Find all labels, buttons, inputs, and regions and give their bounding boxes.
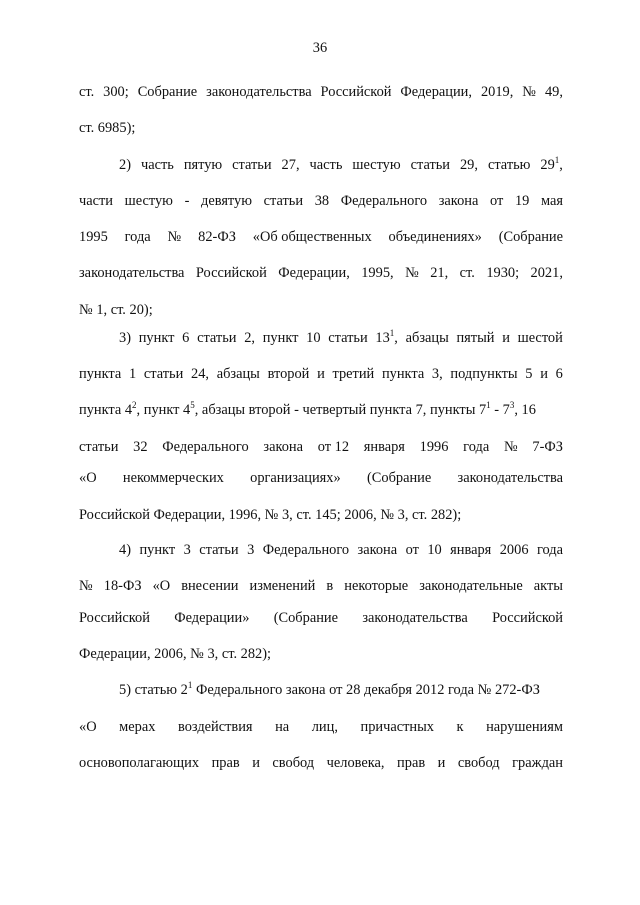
word: - [184, 193, 190, 209]
word: 32 [133, 439, 148, 455]
text-line [79, 471, 563, 485]
word: Федерального [162, 439, 249, 455]
word: пятый [456, 330, 495, 346]
word: № [405, 265, 419, 281]
word: в [326, 578, 334, 594]
text-line: Российской Федерации, 1996, № 3, ст. 145; 2006, № 3, ст. 282); [79, 507, 462, 523]
text-line [119, 543, 563, 557]
word: Российской [320, 84, 392, 100]
word: статьи [197, 330, 237, 346]
word: 6 [555, 366, 563, 382]
word: второй [267, 366, 310, 382]
text-line [79, 194, 563, 208]
word: причастных [360, 719, 434, 735]
word: «О [79, 719, 97, 735]
word: января [363, 439, 405, 455]
word: пункта [381, 366, 425, 382]
word: 300; [103, 84, 129, 100]
word: статьи [79, 439, 119, 455]
word: и [252, 755, 260, 771]
word: 19 [514, 193, 530, 209]
word: Собрание [137, 84, 198, 100]
word: 29, [459, 157, 478, 173]
word: 2, [244, 330, 255, 346]
word: № [522, 84, 537, 100]
word: 2021, [530, 265, 563, 281]
word: статьи [263, 193, 304, 209]
text-line [119, 155, 563, 173]
word: Российской [79, 610, 150, 626]
word: абзацы [216, 366, 260, 382]
word: 49, [544, 84, 563, 100]
text-line: пункта $4^2$, пункт $4^5$, абзацы второй - четвертый пункта 7, пункты $7^1 - 7^3$, 16 [79, 400, 536, 418]
word: года [124, 229, 151, 245]
word: части [79, 193, 114, 209]
word: мая [540, 193, 563, 209]
text-line [119, 328, 563, 346]
word: лиц, [311, 719, 338, 735]
text-line [79, 720, 563, 734]
word: организациях» [250, 470, 341, 486]
word: на [275, 719, 290, 735]
text-line [79, 440, 563, 454]
word: года [536, 542, 563, 558]
text-line [79, 85, 563, 99]
word: граждан [512, 755, 563, 771]
word: 1 [128, 366, 137, 382]
text-line [79, 230, 563, 244]
word: 3) [119, 330, 131, 346]
text-line: ст. 6985); [79, 120, 136, 136]
word: $13^1$, [375, 328, 398, 346]
word: 1996 [419, 439, 449, 455]
word: третий [332, 366, 375, 382]
word: 6 [182, 330, 190, 346]
word: статьи [410, 157, 451, 173]
word: изменений [249, 578, 316, 594]
text-line [79, 756, 563, 770]
word: акты [533, 578, 563, 594]
word: статью [487, 157, 531, 173]
word: января [450, 542, 492, 558]
word: человека, [326, 755, 385, 771]
word: 10 [306, 330, 321, 346]
word: некоммерческих [122, 470, 224, 486]
word: 2019, [480, 84, 514, 100]
word: законодательства [457, 470, 563, 486]
word: статьи [232, 157, 272, 173]
word: шестую [352, 157, 401, 173]
word: 2) [119, 157, 131, 173]
text-line: № 1, ст. 20); [79, 302, 153, 318]
word: 1930; [486, 265, 520, 281]
word: «О [79, 470, 97, 486]
word: 1995, [361, 265, 394, 281]
word: 38 [314, 193, 330, 209]
word: № [503, 439, 518, 455]
word: $29^1$, [540, 155, 563, 173]
word: пункта [79, 366, 122, 382]
word: часть [309, 157, 343, 173]
word: и [502, 330, 510, 346]
word: «О [152, 578, 171, 594]
word: 4) [119, 542, 131, 558]
word: объединениях» [388, 229, 482, 245]
word: пункт [262, 330, 299, 346]
word: Федерального [340, 193, 428, 209]
word: внесении [181, 578, 239, 594]
word: 27, [281, 157, 300, 173]
word: (Собрание [273, 610, 338, 626]
word: основополагающих [79, 755, 200, 771]
word: 10 [427, 542, 442, 558]
word: закона [438, 193, 479, 209]
word: от 12 [317, 439, 350, 455]
word: года [463, 439, 490, 455]
word: законодательства [206, 84, 312, 100]
word: статьи [328, 330, 368, 346]
word: к [456, 719, 464, 735]
text-line [79, 367, 563, 381]
word: 3 [183, 542, 191, 558]
text-line [79, 611, 563, 625]
word: Федерации, [278, 265, 350, 281]
word: статьи [143, 366, 184, 382]
word: шестую [124, 193, 173, 209]
word: и [437, 755, 446, 771]
word: шестой [517, 330, 563, 346]
word: статьи [199, 542, 239, 558]
word: прав [211, 755, 240, 771]
word: девятую [201, 193, 252, 209]
word: воздействия [178, 719, 253, 735]
word: от [490, 193, 504, 209]
word: 18-ФЗ [103, 578, 142, 594]
text-line: Федерации, 2006, № 3, ст. 282); [79, 646, 272, 662]
word: 82-ФЗ [198, 229, 236, 245]
word: и [317, 366, 325, 382]
text-line: 5) статью $2^1$ Федерального закона от 28 декабря 2012 года № 272-ФЗ [119, 680, 540, 698]
page-number: 36 [312, 40, 328, 56]
word: законодательные [419, 578, 523, 594]
word: 24, [191, 366, 209, 382]
word: часть [140, 157, 174, 173]
word: Федерации, [400, 84, 472, 100]
word: Федерации» [174, 610, 250, 626]
word: свобод [272, 755, 315, 771]
word: законодательства [362, 610, 468, 626]
word: № [167, 229, 182, 245]
word: 5 [525, 366, 533, 382]
text-line [79, 579, 563, 593]
word: ст. [459, 265, 475, 281]
word: № [79, 578, 93, 594]
word: закона [357, 542, 398, 558]
word: Российской [492, 610, 563, 626]
word: Российской [195, 265, 267, 281]
word: и [540, 366, 548, 382]
word: пункт [139, 542, 176, 558]
word: (Собрание [366, 470, 432, 486]
word: законодательства [79, 265, 185, 281]
word: 1995 [79, 229, 108, 245]
text-line [79, 266, 563, 280]
word: свобод [457, 755, 500, 771]
word: нарушениям [486, 719, 563, 735]
word: от [405, 542, 419, 558]
word: 3, [431, 366, 443, 382]
word: подпункты [450, 366, 518, 382]
word: «Об общественных [252, 229, 372, 245]
word: 21, [430, 265, 449, 281]
word: 3 [247, 542, 255, 558]
word: пункт [138, 330, 175, 346]
word: мерах [119, 719, 156, 735]
word: абзацы [405, 330, 449, 346]
word: (Собрание [498, 229, 563, 245]
word: прав [397, 755, 426, 771]
word: закона [263, 439, 304, 455]
word: пятую [183, 157, 223, 173]
word: ст. [79, 84, 95, 100]
word: Федерального [262, 542, 350, 558]
word: некоторые [344, 578, 409, 594]
word: 7-ФЗ [532, 439, 563, 455]
word: 2006 [499, 542, 529, 558]
